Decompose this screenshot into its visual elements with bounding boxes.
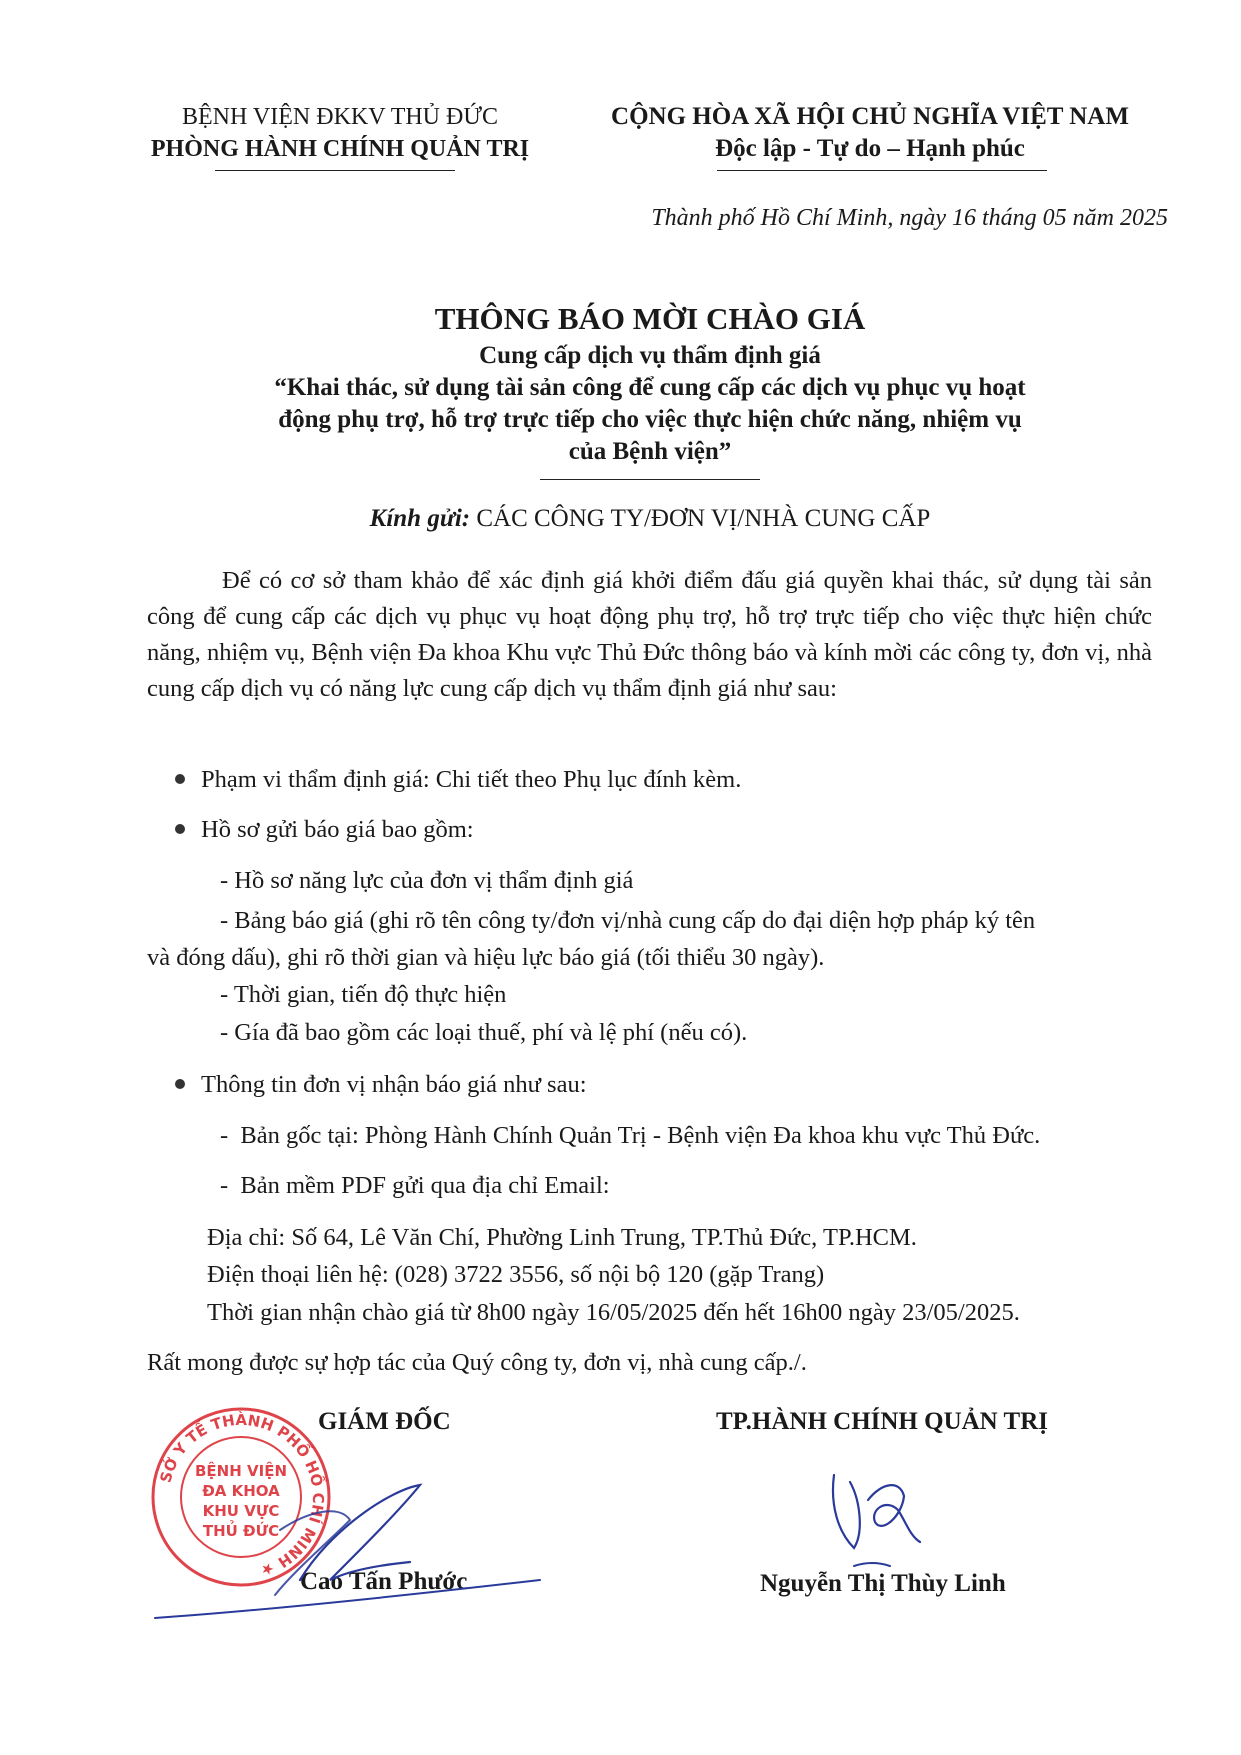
title-line-3: động phụ trợ, hỗ trợ trực tiếp cho việc thực hiện chức năng, nhiệm vụ (278, 406, 1022, 433)
svg-text:BỆNH VIỆN: BỆNH VIỆN (195, 1462, 287, 1480)
title-block (180, 298, 1120, 468)
dossier-item-1: - Hồ sơ năng lực của đơn vị thẩm định giá (220, 867, 634, 894)
recipient-line (180, 505, 1120, 533)
org-header (130, 101, 550, 165)
svg-text:KHU VỰC: KHU VỰC (202, 1502, 280, 1520)
title-line-1: Cung cấp dịch vụ thẩm định giá (479, 342, 821, 369)
right-signature (820, 1470, 940, 1580)
dossier-item-2b: và đóng dấu), ghi rõ thời gian và hiệu lực báo giá (tối thiểu 30 ngày). (147, 944, 825, 971)
title-underline (540, 479, 760, 480)
svg-text:SỞ Y TẾ THÀNH PHỐ HỒ CHÍ MINH: SỞ Y TẾ THÀNH PHỐ HỒ CHÍ MINH ★ (156, 1410, 328, 1581)
bullet-dot-icon (175, 774, 185, 784)
org-underline (215, 170, 455, 171)
bullet-dossier-text: Hồ sơ gửi báo giá bao gồm: (201, 816, 474, 843)
bullet-dossier (175, 812, 1175, 848)
bullet-dot-icon (175, 824, 185, 834)
left-signature (150, 1470, 550, 1630)
right-signer-title: TP.HÀNH CHÍNH QUẢN TRỊ (716, 1408, 1048, 1435)
dossier-item-3: - Thời gian, tiến độ thực hiện (220, 981, 507, 1008)
bullet-scope (175, 762, 1175, 798)
receive-item-2: - Bản mềm PDF gửi qua địa chỉ Email: (220, 1172, 610, 1199)
svg-text:ĐA KHOA: ĐA KHOA (202, 1482, 280, 1500)
place-date: Thành phố Hồ Chí Minh, ngày 16 tháng 05 năm 2025 (651, 205, 1168, 231)
title-line-4: của Bệnh viện” (568, 438, 732, 465)
bullet-scope-text: Phạm vi thẩm định giá: Chi tiết theo Phụ lục đính kèm. (201, 766, 742, 793)
receive-item-1: - Bản gốc tại: Phòng Hành Chính Quản Trị - Bệnh viện Đa khoa khu vực Thủ Đức. (220, 1122, 1041, 1149)
recipient-label: Kính gửi: (369, 505, 471, 532)
recipient-value: CÁC CÔNG TY/ĐƠN VỊ/NHÀ CUNG CẤP (476, 505, 931, 532)
contact-address: Địa chỉ: Số 64, Lê Văn Chí, Phường Linh Trung, TP.Thủ Đức, TP.HCM. (207, 1224, 917, 1251)
title-line-2: “Khai thác, sử dụng tài sản công để cung cấp các dịch vụ phục vụ hoạt (274, 374, 1026, 401)
national-header (580, 101, 1160, 165)
contact-phone: Điện thoại liên hệ: (028) 3722 3556, số nội bộ 120 (gặp Trang) (207, 1261, 825, 1288)
bullet-dot-icon (175, 1079, 185, 1089)
document-title: THÔNG BÁO MỜI CHÀO GIÁ (434, 301, 866, 336)
dossier-item-2a: - Bảng báo giá (ghi rõ tên công ty/đơn vị/nhà cung cấp do đại diện hợp pháp ký tên (220, 907, 1036, 934)
national-motto: Độc lập - Tự do – Hạnh phúc (715, 135, 1025, 162)
intro-paragraph: Để có cơ sở tham khảo để xác định giá khởi điểm đấu giá quyền khai thác, sử dụng tài sản công để cung cấp các dịch vụ phục vụ hoạt động phụ trợ, hỗ trợ trực tiếp cho việc thực hiện chức năng, nhiệm vụ, Bệnh viện Đa khoa Khu vực Thủ Đức thông báo và kính mời các công ty, đơn vị, nhà cung cấp dịch vụ có năng lực cung cấp dịch vụ thẩm định giá như sau: (147, 567, 1152, 702)
org-name: BỆNH VIỆN ĐKKV THỦ ĐỨC (182, 104, 498, 130)
left-signer-name: Cao Tấn Phước (300, 1568, 468, 1595)
svg-text:THỦ ĐỨC: THỦ ĐỨC (202, 1522, 280, 1540)
bullet-receive (175, 1067, 1175, 1103)
national-title: CỘNG HÒA XÃ HỘI CHỦ NGHĨA VIỆT NAM (611, 103, 1129, 130)
contact-time: Thời gian nhận chào giá từ 8h00 ngày 16/05/2025 đến hết 16h00 ngày 23/05/2025. (207, 1299, 1020, 1326)
motto-underline (717, 170, 1047, 171)
department-name: PHÒNG HÀNH CHÍNH QUẢN TRỊ (150, 136, 530, 162)
bullet-receive-text: Thông tin đơn vị nhận báo giá như sau: (201, 1071, 587, 1098)
left-signer-title: GIÁM ĐỐC (318, 1408, 451, 1435)
dossier-item-4: - Gía đã bao gồm các loại thuế, phí và lệ phí (nếu có). (220, 1019, 748, 1046)
right-signer-name: Nguyễn Thị Thùy Linh (760, 1570, 1006, 1597)
closing-line: Rất mong được sự hợp tác của Quý công ty, đơn vị, nhà cung cấp./. (147, 1349, 807, 1376)
